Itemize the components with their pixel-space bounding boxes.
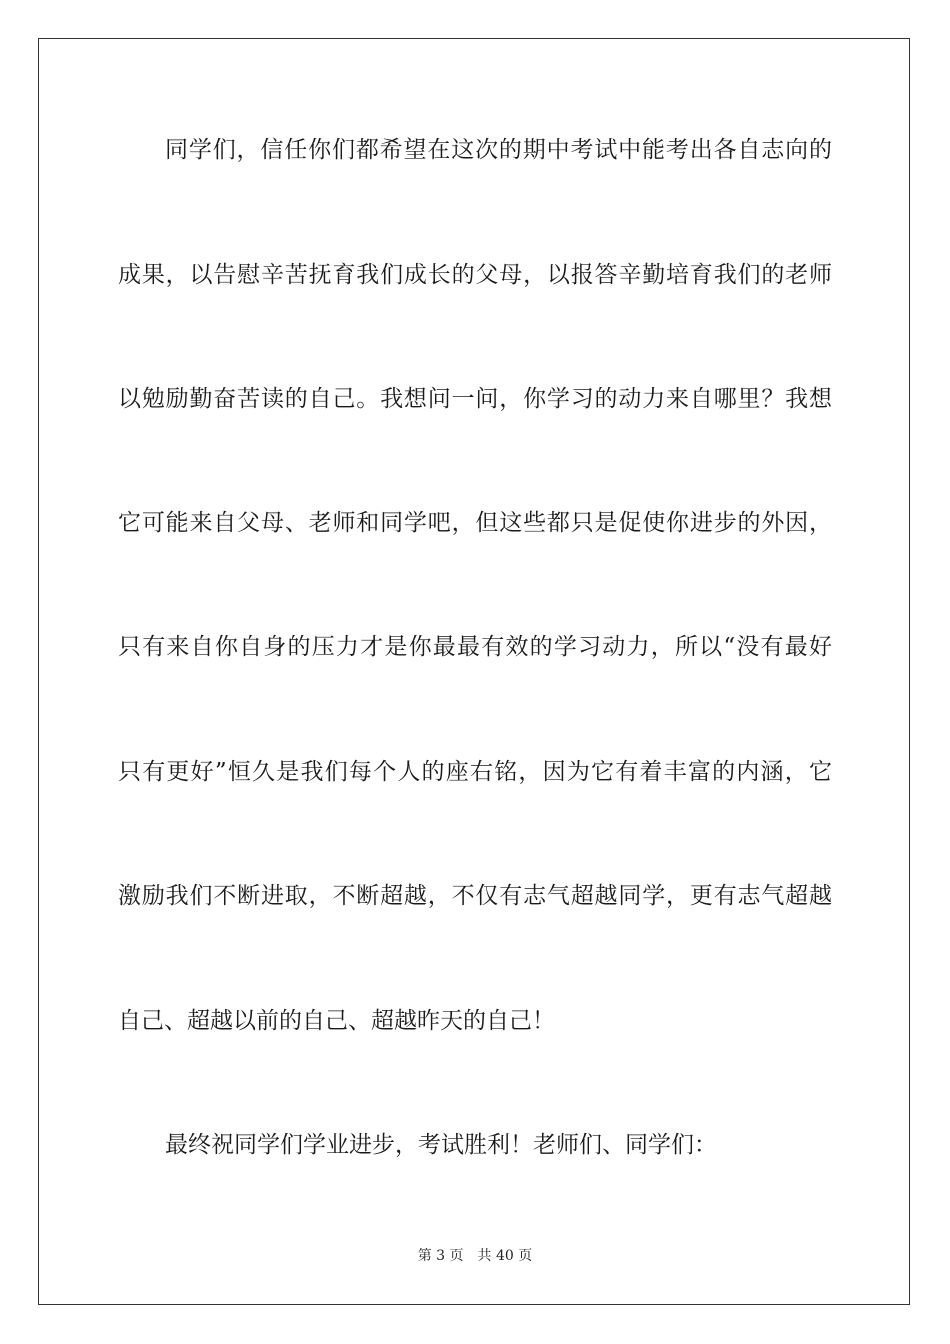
paragraph-line: 最终祝同学们学业进步，考试胜利！老师们、同学们： <box>165 1132 717 1158</box>
page-total: 共 40 页 <box>477 1248 533 1264</box>
page-number: 第 3 页 <box>417 1248 464 1264</box>
paragraph-line: 自己、超越以前的自己、超越昨天的自己！ <box>118 1008 555 1034</box>
paragraph-line: 同学们，信任你们都希望在这次的期中考试中能考出各自志向的 <box>165 137 832 163</box>
page-border <box>38 38 910 1305</box>
page-footer <box>0 1247 950 1265</box>
paragraph-line: 激励我们不断进取，不断超越，不仅有志气超越同学，更有志气超越 <box>118 883 832 909</box>
paragraph-line: 以勉励勤奋苦读的自己。我想问一问，你学习的动力来自哪里？我想 <box>118 386 832 412</box>
paragraph-line: 成果，以告慰辛苦抚育我们成长的父母，以报答辛勤培育我们的老师 <box>118 262 832 288</box>
paragraph-line: 只有来自你自身的压力才是你最最有效的学习动力，所以“没有最好 <box>118 634 832 660</box>
paragraph-line: 只有更好”恒久是我们每个人的座右铭，因为它有着丰富的内涵，它 <box>118 759 832 785</box>
paragraph-line: 它可能来自父母、老师和同学吧，但这些都只是促使你进步的外因， <box>118 510 832 536</box>
